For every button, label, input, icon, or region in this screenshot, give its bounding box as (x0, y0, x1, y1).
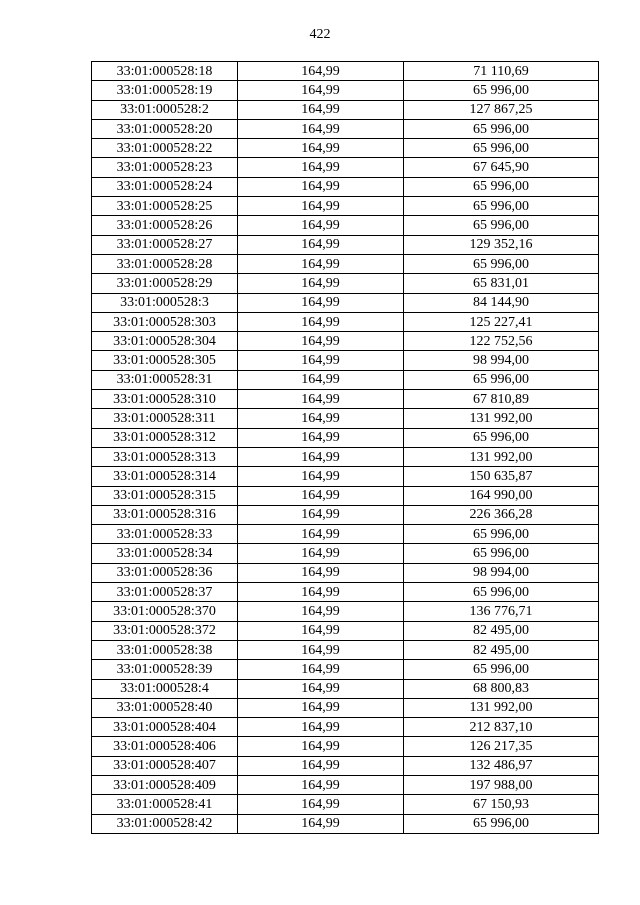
cadastral-number-cell: 33:01:000528:23 (92, 158, 238, 177)
cadastral-number-cell: 33:01:000528:4 (92, 679, 238, 698)
value-cell: 82 495,00 (404, 640, 599, 659)
table-row (92, 563, 599, 582)
value-cell: 65 831,01 (404, 274, 599, 293)
table-row (92, 602, 599, 621)
value-cell: 84 144,90 (404, 293, 599, 312)
value-cell: 65 996,00 (404, 370, 599, 389)
value-cell: 67 150,93 (404, 795, 599, 814)
value-cell: 65 996,00 (404, 197, 599, 216)
value-cell: 65 996,00 (404, 177, 599, 196)
cadastral-number-cell: 33:01:000528:315 (92, 486, 238, 505)
value-cell: 65 996,00 (404, 428, 599, 447)
table-row (92, 467, 599, 486)
area-cell: 164,99 (238, 81, 404, 100)
cadastral-number-cell: 33:01:000528:19 (92, 81, 238, 100)
cadastral-number-cell: 33:01:000528:18 (92, 62, 238, 81)
area-cell: 164,99 (238, 216, 404, 235)
value-cell: 65 996,00 (404, 254, 599, 273)
cadastral-number-cell: 33:01:000528:29 (92, 274, 238, 293)
table-row (92, 660, 599, 679)
table-row (92, 62, 599, 81)
area-cell: 164,99 (238, 447, 404, 466)
value-cell: 65 996,00 (404, 544, 599, 563)
value-cell: 71 110,69 (404, 62, 599, 81)
table-row (92, 795, 599, 814)
area-cell: 164,99 (238, 390, 404, 409)
cadastral-number-cell: 33:01:000528:311 (92, 409, 238, 428)
table-row (92, 158, 599, 177)
cadastral-number-cell: 33:01:000528:2 (92, 100, 238, 119)
area-cell: 164,99 (238, 583, 404, 602)
value-cell: 65 996,00 (404, 216, 599, 235)
cadastral-number-cell: 33:01:000528:316 (92, 505, 238, 524)
table-row (92, 583, 599, 602)
value-cell: 131 992,00 (404, 447, 599, 466)
area-cell: 164,99 (238, 525, 404, 544)
cadastral-number-cell: 33:01:000528:406 (92, 737, 238, 756)
area-cell: 164,99 (238, 100, 404, 119)
area-cell: 164,99 (238, 332, 404, 351)
value-cell: 127 867,25 (404, 100, 599, 119)
value-cell: 122 752,56 (404, 332, 599, 351)
cadastral-number-cell: 33:01:000528:22 (92, 139, 238, 158)
table-body (92, 62, 599, 834)
table-row (92, 312, 599, 331)
value-cell: 98 994,00 (404, 351, 599, 370)
area-cell: 164,99 (238, 467, 404, 486)
table-row (92, 293, 599, 312)
cadastral-number-cell: 33:01:000528:20 (92, 119, 238, 138)
area-cell: 164,99 (238, 177, 404, 196)
table-row (92, 197, 599, 216)
page-number: 422 (309, 27, 331, 42)
table-row (92, 177, 599, 196)
table-row (92, 775, 599, 794)
cadastral-number-cell: 33:01:000528:28 (92, 254, 238, 273)
value-cell: 65 996,00 (404, 81, 599, 100)
cadastral-number-cell: 33:01:000528:31 (92, 370, 238, 389)
area-cell: 164,99 (238, 544, 404, 563)
area-cell: 164,99 (238, 312, 404, 331)
area-cell: 164,99 (238, 718, 404, 737)
area-cell: 164,99 (238, 602, 404, 621)
value-cell: 126 217,35 (404, 737, 599, 756)
cadastral-number-cell: 33:01:000528:312 (92, 428, 238, 447)
area-cell: 164,99 (238, 409, 404, 428)
cadastral-number-cell: 33:01:000528:303 (92, 312, 238, 331)
cadastral-number-cell: 33:01:000528:42 (92, 814, 238, 833)
table-row (92, 254, 599, 273)
table-row (92, 814, 599, 833)
table-row (92, 428, 599, 447)
cadastral-number-cell: 33:01:000528:314 (92, 467, 238, 486)
area-cell: 164,99 (238, 158, 404, 177)
cadastral-number-cell: 33:01:000528:41 (92, 795, 238, 814)
value-cell: 132 486,97 (404, 756, 599, 775)
value-cell: 212 837,10 (404, 718, 599, 737)
cadastral-number-cell: 33:01:000528:304 (92, 332, 238, 351)
table-row (92, 139, 599, 158)
value-cell: 131 992,00 (404, 698, 599, 717)
area-cell: 164,99 (238, 795, 404, 814)
cadastral-number-cell: 33:01:000528:310 (92, 390, 238, 409)
value-cell: 150 635,87 (404, 467, 599, 486)
area-cell: 164,99 (238, 505, 404, 524)
value-cell: 65 996,00 (404, 660, 599, 679)
value-cell: 65 996,00 (404, 814, 599, 833)
area-cell: 164,99 (238, 254, 404, 273)
area-cell: 164,99 (238, 640, 404, 659)
table-row (92, 216, 599, 235)
value-cell: 129 352,16 (404, 235, 599, 254)
area-cell: 164,99 (238, 486, 404, 505)
area-cell: 164,99 (238, 235, 404, 254)
table-row (92, 274, 599, 293)
area-cell: 164,99 (238, 563, 404, 582)
area-cell: 164,99 (238, 119, 404, 138)
table-row (92, 332, 599, 351)
value-cell: 65 996,00 (404, 139, 599, 158)
cadastral-number-cell: 33:01:000528:3 (92, 293, 238, 312)
cadastral-number-cell: 33:01:000528:36 (92, 563, 238, 582)
area-cell: 164,99 (238, 756, 404, 775)
value-cell: 67 810,89 (404, 390, 599, 409)
table-row (92, 447, 599, 466)
cadastral-number-cell: 33:01:000528:24 (92, 177, 238, 196)
value-cell: 68 800,83 (404, 679, 599, 698)
area-cell: 164,99 (238, 197, 404, 216)
table-row (92, 718, 599, 737)
cadastral-number-cell: 33:01:000528:25 (92, 197, 238, 216)
value-cell: 226 366,28 (404, 505, 599, 524)
value-cell: 67 645,90 (404, 158, 599, 177)
cadastral-number-cell: 33:01:000528:407 (92, 756, 238, 775)
table-row (92, 640, 599, 659)
area-cell: 164,99 (238, 274, 404, 293)
table-row (92, 119, 599, 138)
area-cell: 164,99 (238, 428, 404, 447)
table-row (92, 81, 599, 100)
area-cell: 164,99 (238, 62, 404, 81)
area-cell: 164,99 (238, 660, 404, 679)
value-cell: 65 996,00 (404, 583, 599, 602)
area-cell: 164,99 (238, 679, 404, 698)
cadastral-number-cell: 33:01:000528:39 (92, 660, 238, 679)
value-cell: 98 994,00 (404, 563, 599, 582)
area-cell: 164,99 (238, 139, 404, 158)
area-cell: 164,99 (238, 621, 404, 640)
value-cell: 125 227,41 (404, 312, 599, 331)
area-cell: 164,99 (238, 293, 404, 312)
table-row (92, 756, 599, 775)
data-table (91, 61, 599, 834)
table-row (92, 390, 599, 409)
table-row (92, 486, 599, 505)
value-cell: 65 996,00 (404, 525, 599, 544)
value-cell: 197 988,00 (404, 775, 599, 794)
area-cell: 164,99 (238, 814, 404, 833)
cadastral-number-cell: 33:01:000528:313 (92, 447, 238, 466)
value-cell: 82 495,00 (404, 621, 599, 640)
cadastral-number-cell: 33:01:000528:372 (92, 621, 238, 640)
value-cell: 131 992,00 (404, 409, 599, 428)
cadastral-number-cell: 33:01:000528:404 (92, 718, 238, 737)
cadastral-number-cell: 33:01:000528:27 (92, 235, 238, 254)
cadastral-number-cell: 33:01:000528:26 (92, 216, 238, 235)
table-row (92, 505, 599, 524)
area-cell: 164,99 (238, 698, 404, 717)
table-row (92, 525, 599, 544)
value-cell: 164 990,00 (404, 486, 599, 505)
table-row (92, 621, 599, 640)
area-cell: 164,99 (238, 351, 404, 370)
area-cell: 164,99 (238, 775, 404, 794)
table-row (92, 235, 599, 254)
table-row (92, 100, 599, 119)
table-row (92, 370, 599, 389)
value-cell: 136 776,71 (404, 602, 599, 621)
table-row (92, 409, 599, 428)
cadastral-number-cell: 33:01:000528:40 (92, 698, 238, 717)
cadastral-number-cell: 33:01:000528:37 (92, 583, 238, 602)
cadastral-number-cell: 33:01:000528:305 (92, 351, 238, 370)
cadastral-number-cell: 33:01:000528:370 (92, 602, 238, 621)
cadastral-number-cell: 33:01:000528:34 (92, 544, 238, 563)
table-row (92, 679, 599, 698)
table-row (92, 737, 599, 756)
table-row (92, 698, 599, 717)
cadastral-number-cell: 33:01:000528:409 (92, 775, 238, 794)
table-row (92, 544, 599, 563)
area-cell: 164,99 (238, 737, 404, 756)
cadastral-number-cell: 33:01:000528:33 (92, 525, 238, 544)
cadastral-number-cell: 33:01:000528:38 (92, 640, 238, 659)
value-cell: 65 996,00 (404, 119, 599, 138)
area-cell: 164,99 (238, 370, 404, 389)
table-row (92, 351, 599, 370)
